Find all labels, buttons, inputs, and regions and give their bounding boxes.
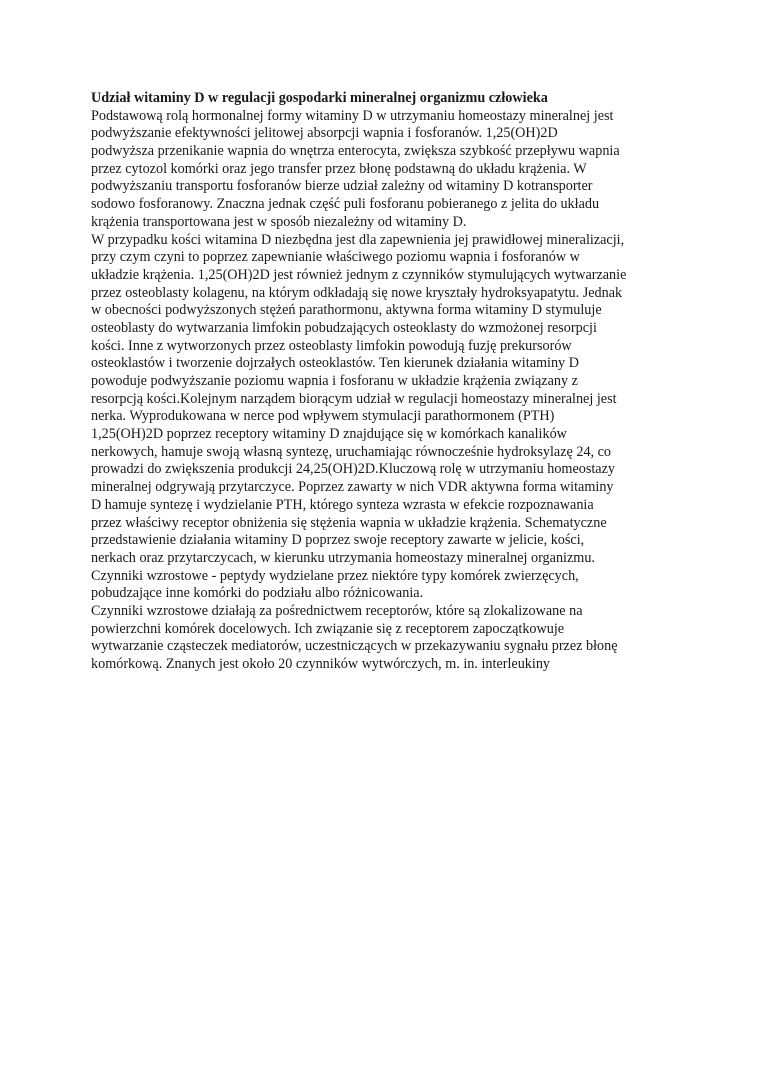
text-line: nerkowych, hamuje swoją własną syntezę, uruchamiając równocześnie hydroksylazę 24, co xyxy=(91,443,612,460)
text-line: nerka. Wyprodukowana w nerce pod wpływem stymulacji parathormonem (PTH) xyxy=(91,408,555,425)
text-line: Czynniki wzrostowe działają za pośrednictwem receptorów, które są zlokalizowane na xyxy=(91,602,583,619)
text-line: krążenia transportowana jest w sposób niezależny od witaminy D. xyxy=(91,213,467,230)
document-title: Udział witaminy D w regulacji gospodarki mineralnej organizmu człowieka xyxy=(91,90,548,106)
text-line: przedstawienie działania witaminy D poprzez swoje receptory zawarte w jelicie, kości, xyxy=(91,532,585,549)
text-line: kości. Inne z wytworzonych przez osteoblasty limfokin powodują fuzję prekursorów xyxy=(91,337,572,354)
text-line: podwyższanie efektywności jelitowej absorpcji wapnia i fosforanów. 1,25(OH)2D xyxy=(91,125,558,142)
text-line: osteoblasty do wytwarzania limfokin pobudzających osteoklasty do wzmożonej resorpcji xyxy=(91,319,597,336)
text-line: prowadzi do zwiększenia produkcji 24,25(OH)2D.Kluczową rolę w utrzymaniu homeostazy xyxy=(91,461,615,478)
text-line: Podstawową rolą hormonalnej formy witaminy D w utrzymaniu homeostazy mineralnej jest xyxy=(91,107,614,124)
text-line: osteoklastów i tworzenie dojrzałych osteoklastów. Ten kierunek działania witaminy D xyxy=(91,355,579,372)
text-line: przy czym czyni to poprzez zapewnianie właściwego poziomu wapnia i fosforanów w xyxy=(91,249,580,266)
text-line: resorpcją kości.Kolejnym narządem biorącym udział w regulacji homeostazy mineralnej jest xyxy=(91,390,617,407)
text-line: D hamuje syntezę i wydzielanie PTH, którego synteza wzrasta w efekcie rozpoznawania xyxy=(91,496,594,513)
document-body xyxy=(91,90,691,674)
text-line: W przypadku kości witamina D niezbędna jest dla zapewnienia jej prawidłowej mineralizacji, xyxy=(91,231,625,248)
text-line: 1,25(OH)2D poprzez receptory witaminy D znajdujące się w komórkach kanalików xyxy=(91,426,567,443)
text-line: układzie krążenia. 1,25(OH)2D jest również jednym z czynników stymulujących wytwarzanie xyxy=(91,266,627,283)
text-line: nerkach oraz przytarczycach, w kierunku utrzymania homeostazy mineralnej organizmu. xyxy=(91,549,595,566)
text-line: powoduje podwyższanie poziomu wapnia i fosforanu w układzie krążenia związany z xyxy=(91,373,578,389)
text-line: powierzchni komórek docelowych. Ich związanie się z receptorem zapoczątkowuje xyxy=(91,620,565,637)
text-line: podwyższa przenikanie wapnia do wnętrza enterocyta, zwiększa szybkość przepływu wapnia xyxy=(91,143,620,160)
text-line: pobudzające inne komórki do podziału albo różnicowania. xyxy=(91,585,424,602)
text-line: podwyższaniu transportu fosforanów bierze udział zależny od witaminy D kotransporter xyxy=(91,178,593,195)
text-line: mineralnej odgrywają przytarczyce. Poprzez zawarty w nich VDR aktywna forma witaminy xyxy=(91,479,614,496)
text-line: sodowo fosforanowy. Znaczna jednak część puli fosforanu pobieranego z jelita do układu xyxy=(91,196,600,213)
text-line: przez cytozol komórki oraz jego transfer przez błonę podstawną do układu krążenia. W xyxy=(91,160,587,177)
text-line: Czynniki wzrostowe - peptydy wydzielane przez niektóre typy komórek zwierzęcych, xyxy=(91,567,579,584)
text-line: przez osteoblasty kolagenu, na którym odkładają się nowe kryształy hydroksyapatytu. Jednak xyxy=(91,284,623,301)
text-line: w obecności podwyższonych stężeń parathormonu, aktywna forma witaminy D stymuluje xyxy=(91,302,602,319)
text-line: wytwarzanie cząsteczek mediatorów, uczestniczących w przekazywaniu sygnału przez błonę xyxy=(91,638,618,655)
text-line: przez właściwy receptor obniżenia się stężenia wapnia w układzie krążenia. Schematyczne xyxy=(91,514,607,531)
text-line: komórkową. Znanych jest około 20 czynników wytwórczych, m. in. interleukiny xyxy=(91,656,551,672)
